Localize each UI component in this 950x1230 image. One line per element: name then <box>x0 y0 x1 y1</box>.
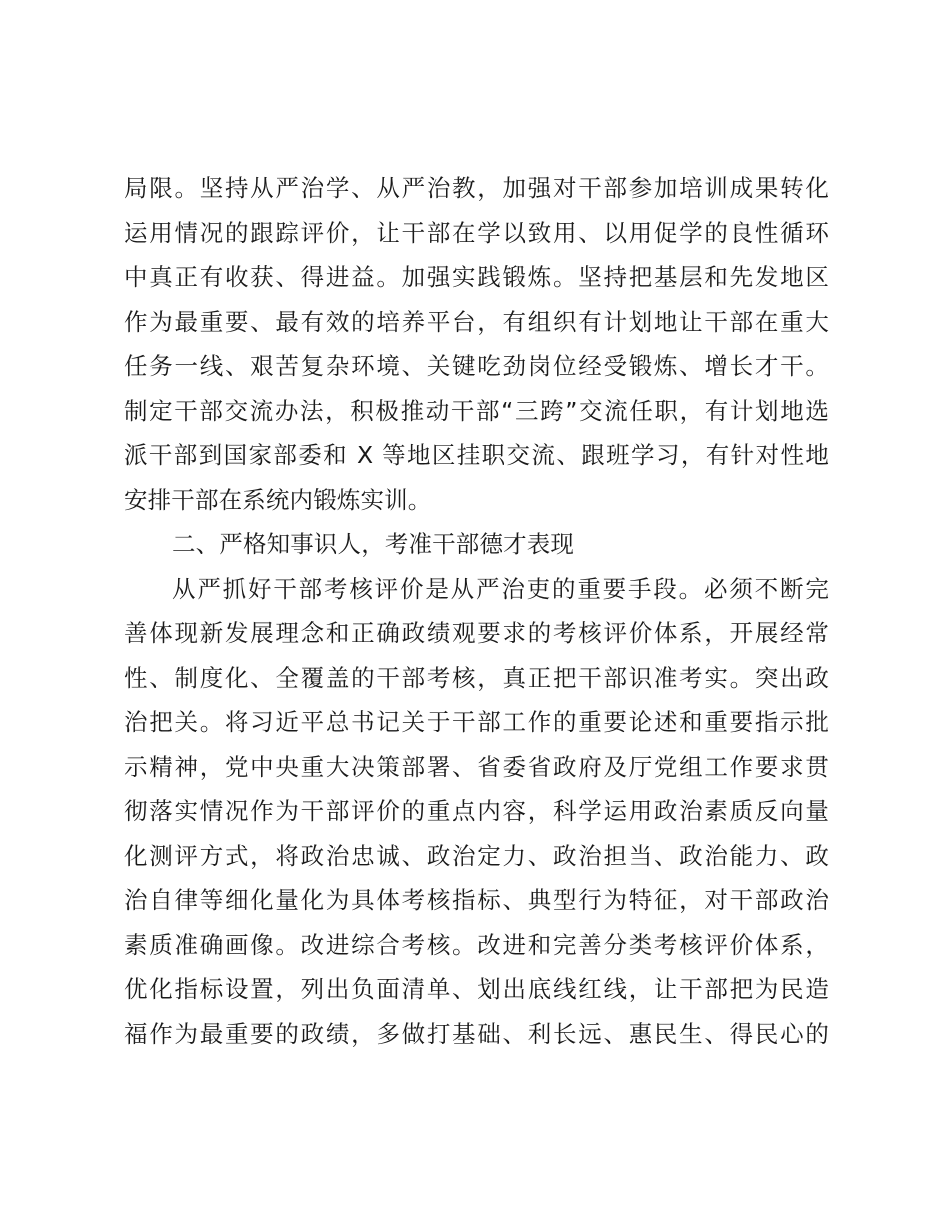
text-line: 派干部到国家部委和 X 等地区挂职交流、跟班学习，有针对性地 <box>124 441 829 469</box>
text-line: 化测评方式，将政治忠诚、政治定力、政治担当、政治能力、政 <box>124 841 829 870</box>
text-line: 治把关。将习近平总书记关于干部工作的重要论述和重要指示批 <box>124 708 829 736</box>
text-line: 制定干部交流办法，积极推动干部“三跨”交流任职，有计划地选 <box>124 396 829 425</box>
text-line: 福作为最重要的政绩，多做打基础、利长远、惠民生、得民心的 <box>124 1019 829 1048</box>
body-text <box>124 166 829 1056</box>
paragraph-first-line: 从严抓好干部考核评价是从严治吏的重要手段。必须不断完 <box>172 574 829 603</box>
text-line: 任务一线、艰苦复杂环境、关键吃劲岗位经受锻炼、增长才干。 <box>124 352 829 380</box>
section-heading: 二、严格知事识人，考准干部德才表现 <box>172 530 575 558</box>
text-line: 作为最重要、最有效的培养平台，有组织有计划地让干部在重大 <box>124 307 829 336</box>
text-line: 治自律等细化量化为具体考核指标、典型行为特征，对干部政治 <box>124 886 829 914</box>
text-line: 局限。坚持从严治学、从严治教，加强对干部参加培训成果转化 <box>124 174 829 202</box>
text-line: 优化指标设置，列出负面清单、划出底线红线，让干部把为民造 <box>124 975 829 1003</box>
text-line: 素质准确画像。改进综合考核。改进和完善分类考核评价体系， <box>124 930 829 959</box>
text-line: 善体现新发展理念和正确政绩观要求的考核评价体系，开展经常 <box>124 619 829 647</box>
text-line: 示精神，党中央重大决策部署、省委省政府及厅党组工作要求贯 <box>124 752 829 781</box>
text-line: 性、制度化、全覆盖的干部考核，真正把干部识准考实。突出政 <box>124 663 829 692</box>
text-line: 运用情况的跟踪评价，让干部在学以致用、以用促学的良性循环 <box>124 218 829 247</box>
text-line: 安排干部在系统内锻炼实训。 <box>124 485 432 514</box>
text-line: 彻落实情况作为干部评价的重点内容，科学运用政治素质反向量 <box>124 797 829 825</box>
text-line: 中真正有收获、得进益。加强实践锻炼。坚持把基层和先发地区 <box>124 263 829 291</box>
